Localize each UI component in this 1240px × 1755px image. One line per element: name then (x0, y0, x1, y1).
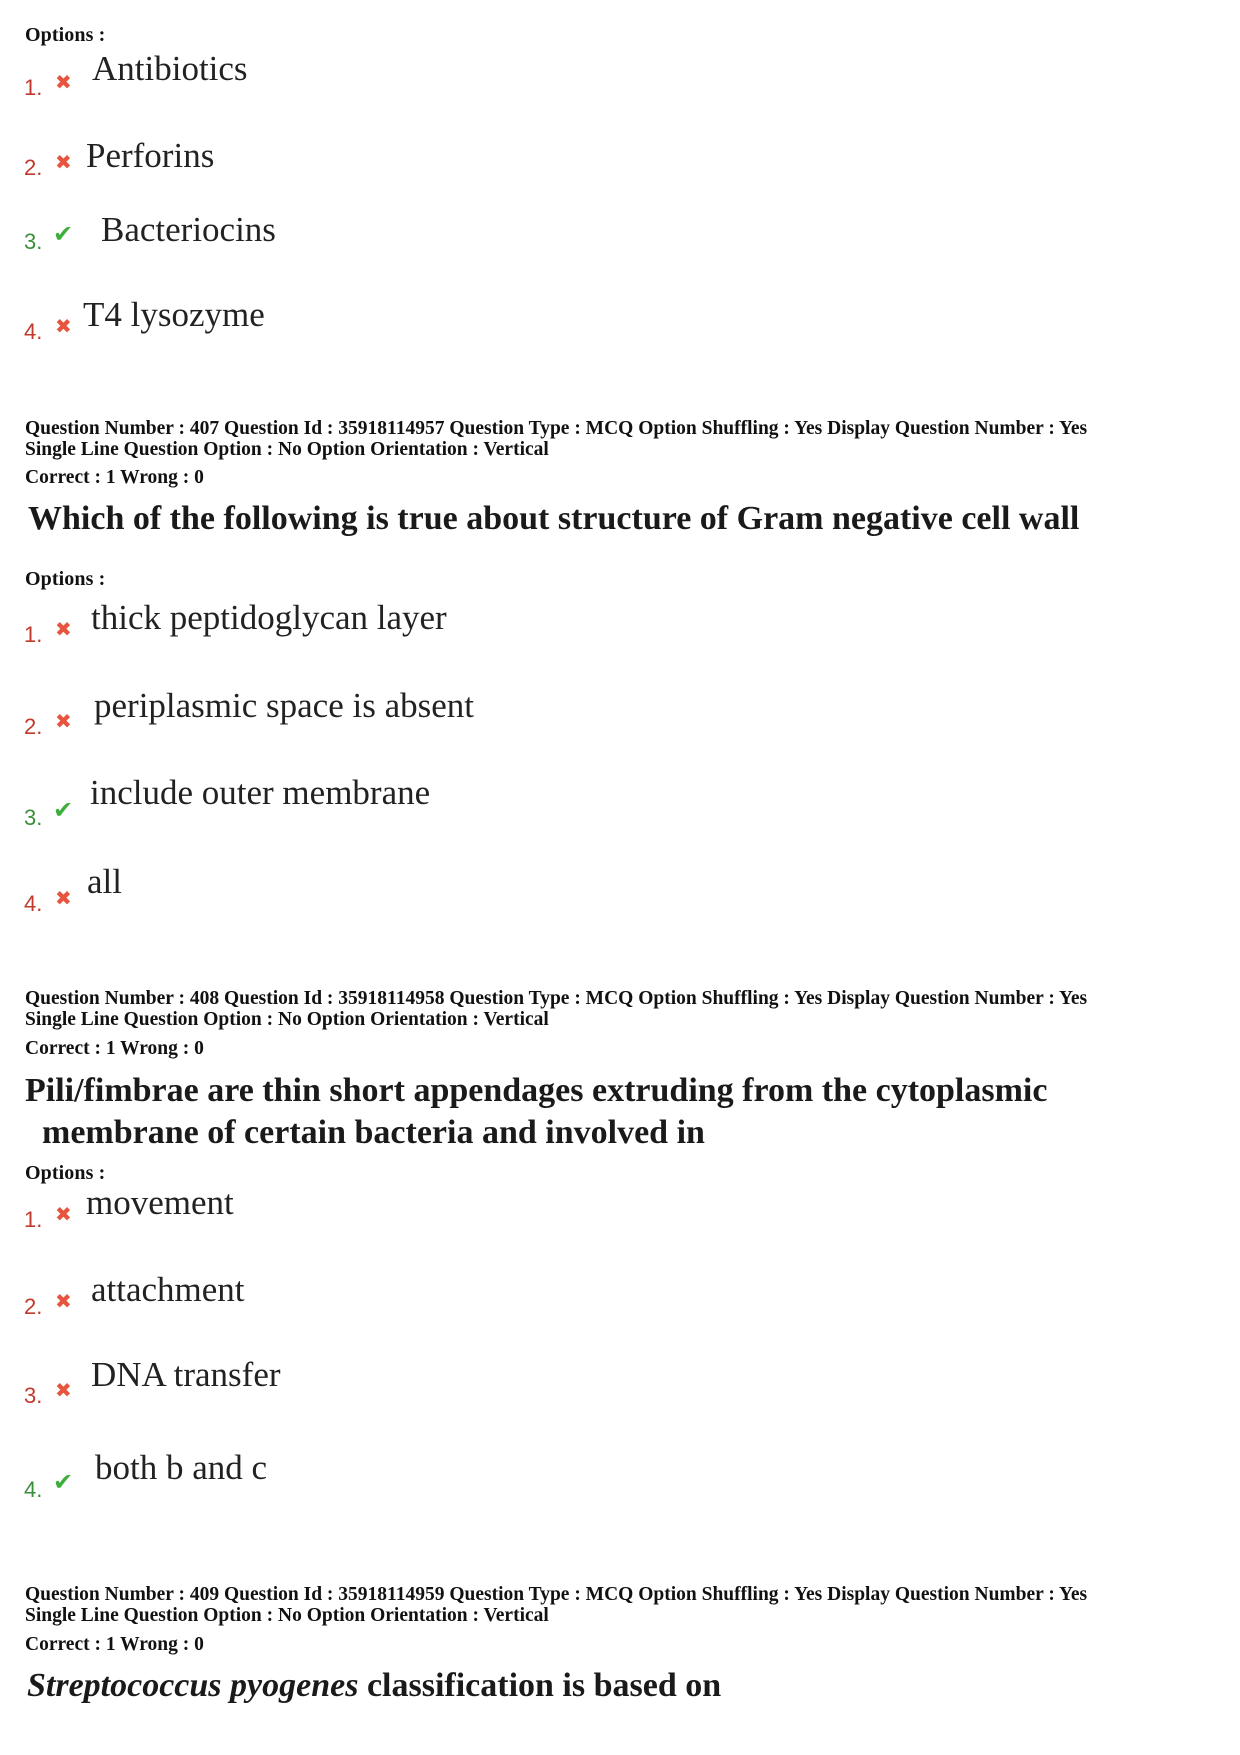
option-number: 2. (24, 155, 43, 180)
option-number: 3. (24, 805, 43, 830)
question-text: Pili/fimbrae are thin short appendages extruding from the cytoplasmic (25, 1072, 1048, 1109)
correct-check-icon: ✔ (53, 220, 74, 248)
question-meta-line: Question Number : 408 Question Id : 35918114958 Question Type : MCQ Option Shuffling : Yes Display Question Number : Yes (25, 988, 1088, 1009)
option-text: Antibiotics (92, 49, 248, 88)
wrong-icon: ✖ (55, 709, 72, 733)
option-number: 3. (24, 1383, 43, 1408)
option-number: 2. (24, 1294, 43, 1319)
option-text: Bacteriocins (101, 210, 276, 249)
wrong-icon: ✖ (55, 1289, 72, 1313)
species-name: Streptococcus pyogenes (27, 1667, 359, 1704)
wrong-icon: ✖ (55, 150, 72, 174)
option-text: periplasmic space is absent (94, 686, 475, 725)
wrong-icon: ✖ (55, 1202, 72, 1226)
option-text: movement (86, 1183, 234, 1222)
wrong-icon: ✖ (55, 617, 72, 641)
options-label: Options : (25, 1162, 106, 1184)
question-text (27, 1664, 721, 1707)
wrong-icon: ✖ (55, 886, 72, 910)
option-number: 1. (24, 1207, 43, 1232)
option-text: attachment (91, 1270, 245, 1309)
score-line: Correct : 1 Wrong : 0 (25, 1634, 204, 1655)
wrong-icon: ✖ (55, 314, 72, 338)
correct-check-icon: ✔ (53, 1468, 74, 1496)
option-number: 4. (24, 319, 43, 344)
option-number: 3. (24, 229, 43, 254)
option-text: both b and c (95, 1448, 268, 1487)
question-text-rest: classification is based on (358, 1667, 722, 1704)
correct-check-icon: ✔ (53, 796, 74, 824)
question-meta-line: Question Number : 409 Question Id : 35918114959 Question Type : MCQ Option Shuffling : Yes Display Question Number : Yes (25, 1584, 1088, 1605)
option-number: 2. (24, 714, 43, 739)
question-text: membrane of certain bacteria and involved in (42, 1114, 705, 1151)
option-text: DNA transfer (91, 1355, 281, 1394)
question-meta-line: Single Line Question Option : No Option Orientation : Vertical (25, 439, 549, 460)
option-number: 4. (24, 1477, 43, 1502)
wrong-icon: ✖ (55, 70, 72, 94)
wrong-icon: ✖ (55, 1378, 72, 1402)
option-text: T4 lysozyme (83, 295, 265, 334)
question-meta-line: Single Line Question Option : No Option Orientation : Vertical (25, 1009, 549, 1030)
question-meta-line: Single Line Question Option : No Option Orientation : Vertical (25, 1605, 549, 1626)
option-number: 4. (24, 891, 43, 916)
question-meta-line: Question Number : 407 Question Id : 35918114957 Question Type : MCQ Option Shuffling : Yes Display Question Number : Yes (25, 418, 1088, 439)
option-number: 1. (24, 75, 43, 100)
score-line: Correct : 1 Wrong : 0 (25, 1038, 204, 1059)
score-line: Correct : 1 Wrong : 0 (25, 467, 204, 488)
options-label: Options : (25, 24, 106, 46)
option-text: Perforins (86, 136, 215, 175)
option-number: 1. (24, 622, 43, 647)
options-label: Options : (25, 568, 106, 590)
question-text: Which of the following is true about structure of Gram negative cell wall (28, 500, 1080, 537)
option-text: thick peptidoglycan layer (91, 598, 447, 637)
option-text: all (87, 862, 122, 901)
option-text: include outer membrane (90, 773, 431, 812)
